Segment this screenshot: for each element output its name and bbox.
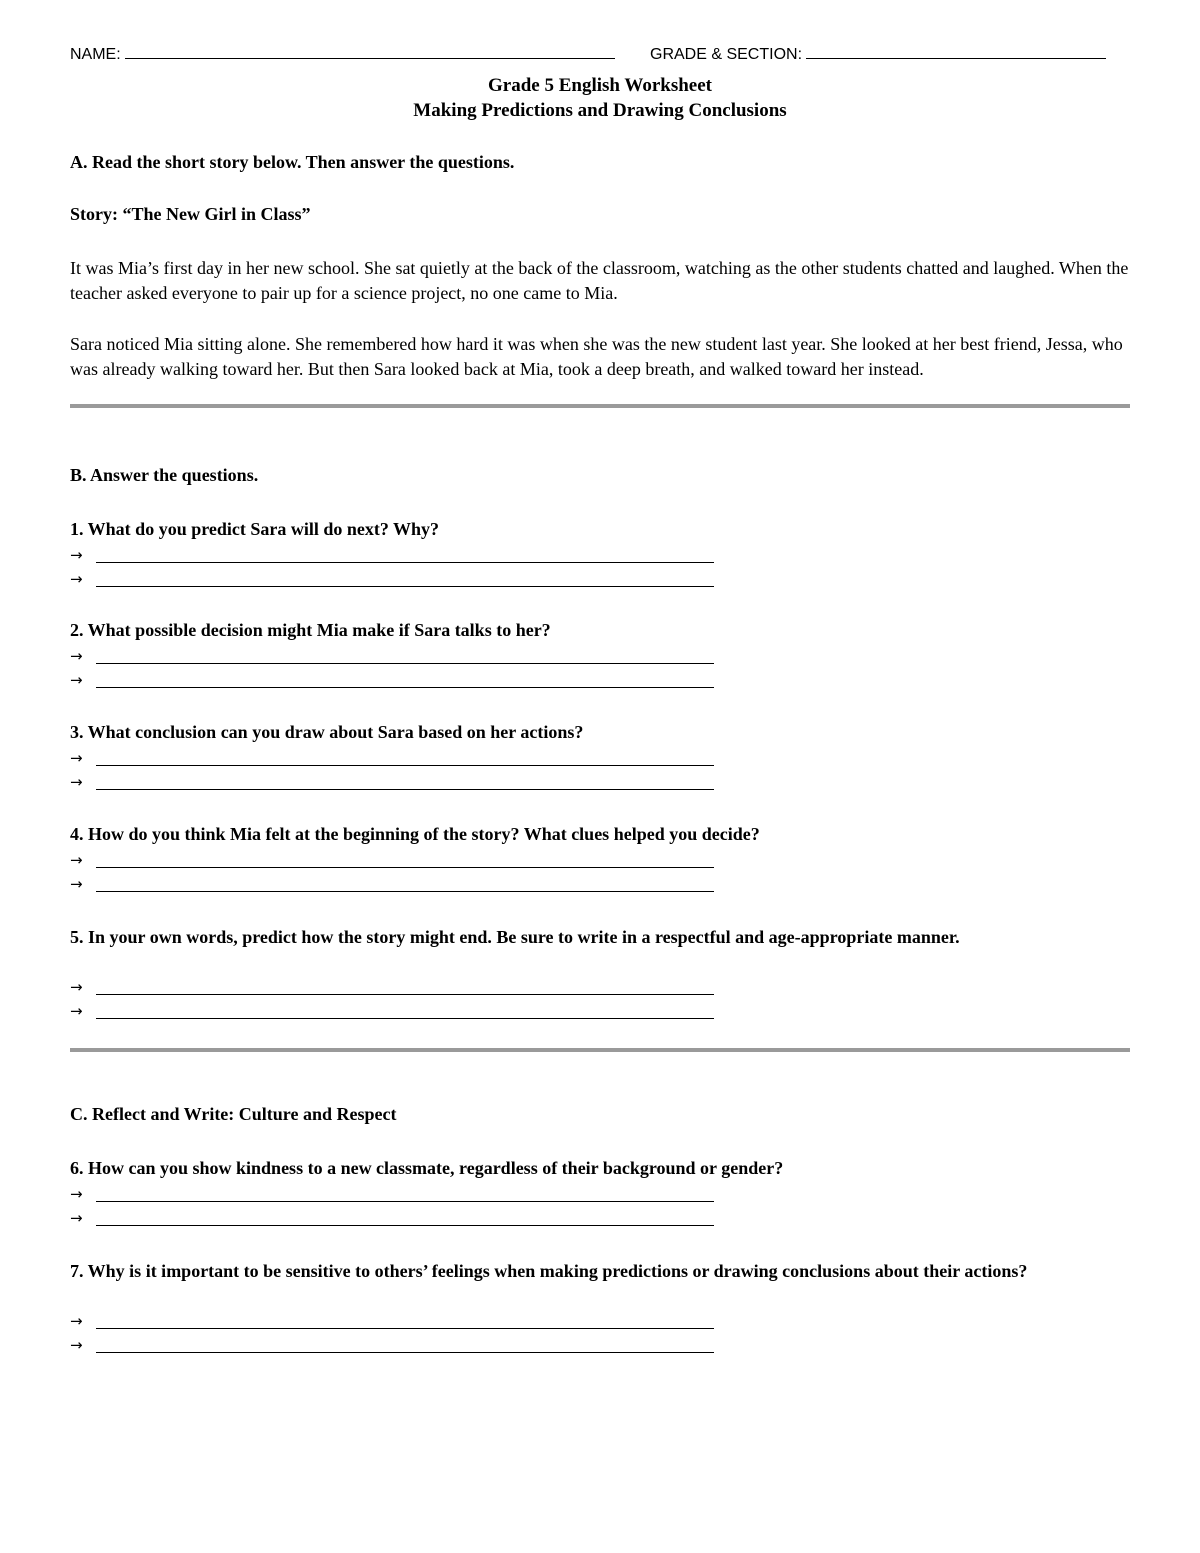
grade-section-label: GRADE & SECTION: [650, 46, 803, 63]
grade-section-field[interactable] [650, 44, 1106, 64]
question-4: 4. How do you think Mia felt at the beginning of the story? What clues helped you decide? [70, 824, 760, 844]
story-title: Story: “The New Girl in Class” [70, 204, 311, 224]
name-label: NAME: [70, 46, 121, 63]
section-divider [70, 404, 1130, 408]
question-6: 6. How can you show kindness to a new classmate, regardless of their background or gender? [70, 1158, 784, 1178]
name-blank[interactable] [125, 44, 615, 59]
question-7: 7. Why is it important to be sensitive to others’ feelings when making predictions or drawing conclusions about their actions? [70, 1261, 1028, 1281]
arrow-icon: → [70, 773, 83, 791]
arrow-icon: → [70, 1336, 83, 1354]
worksheet-title: Grade 5 English Worksheet [488, 75, 712, 96]
question-3: 3. What conclusion can you draw about Sara based on her actions? [70, 722, 584, 742]
arrow-icon: → [70, 570, 83, 588]
section-c-heading: C. Reflect and Write: Culture and Respect [70, 1104, 397, 1124]
arrow-icon: → [70, 978, 83, 996]
question-1: 1. What do you predict Sara will do next? Why? [70, 519, 440, 539]
arrow-icon: → [70, 851, 83, 869]
arrow-icon: → [70, 546, 83, 564]
arrow-icon: → [70, 647, 83, 665]
section-divider [70, 1048, 1130, 1052]
story-paragraph-2: Sara noticed Mia sitting alone. She remembered how hard it was when she was the new student last year. She looked at her best friend, Jessa, who was already walking toward her. But then Sara looked back at Mia, took a deep breath, and walked toward her instead. [70, 334, 1123, 379]
arrow-icon: → [70, 1312, 83, 1330]
arrow-icon: → [70, 671, 83, 689]
name-field[interactable] [70, 44, 615, 64]
grade-section-blank[interactable] [806, 44, 1106, 59]
story-paragraph-1: It was Mia’s first day in her new school. She sat quietly at the back of the classroom, watching as the other students chatted and laughed. When the teacher asked everyone to pair up for a science project, no one came to Mia. [70, 258, 1129, 303]
section-b-heading: B. Answer the questions. [70, 465, 259, 485]
arrow-icon: → [70, 875, 83, 893]
arrow-icon: → [70, 1209, 83, 1227]
arrow-icon: → [70, 1002, 83, 1020]
question-2: 2. What possible decision might Mia make if Sara talks to her? [70, 620, 551, 640]
arrow-icon: → [70, 1185, 83, 1203]
section-a-instruction: A. Read the short story below. Then answer the questions. [70, 152, 515, 172]
worksheet-subtitle: Making Predictions and Drawing Conclusions [413, 100, 787, 121]
arrow-icon: → [70, 749, 83, 767]
question-5: 5. In your own words, predict how the story might end. Be sure to write in a respectful and age-appropriate manner. [70, 927, 960, 947]
